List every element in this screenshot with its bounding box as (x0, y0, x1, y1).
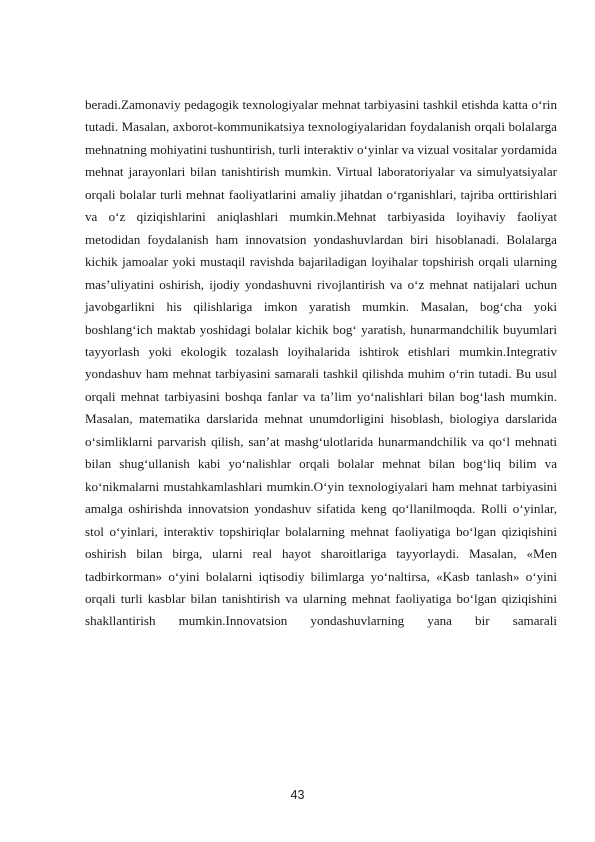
body-paragraph: beradi.Zamonaviy pedagogik texnologiyalar mehnat tarbiyasini tashkil etishda katta o‘rin tutadi. Masalan, axborot-kommunikatsiya texnologiyalaridan foydalanish orqali bolalarga mehnatning mohiyatini tushuntirish, turli interaktiv o‘yinlar va vizual vositalar yordamida mehnat jarayonlari bilan tanishtirish mumkin. Virtual laboratoriyalar va simulyatsiyalar orqali bolalar turli mehnat faoliyatlarini amaliy jihatdan o‘rganishlari, tajriba orttirishlari va o‘z qiziqishlarini aniqlashlari mumkin.Mehnat tarbiyasida loyihaviy faoliyat metodidan foydalanish ham innovatsion yondashuvlardan biri hisoblanadi. Bolalarga kichik jamoalar yoki mustaqil ravishda bajariladigan loyihalar topshirish orqali ularning mas’uliyatini oshirish, ijodiy yondashuvni rivojlantirish va o‘z mehnat natijalari uchun javobgarlikni his qilishlariga imkon yaratish mumkin. Masalan, bog‘cha yoki boshlang‘ich maktab yoshidagi bolalar kichik bog‘ yaratish, hunarmandchilik buyumlari tayyorlash yoki ekologik tozalash loyihalarida ishtirok etishlari mumkin.Integrativ yondashuv ham mehnat tarbiyasini samarali tashkil qilishda muhim o‘rin tutadi. Bu usul orqali mehnat tarbiyasini boshqa fanlar va ta’lim yo‘nalishlari bilan bog‘lash mumkin. Masalan, matematika darslarida mehnat unumdorligini hisoblash, biologiya darslarida o‘simliklarni parvarish qilish, san’at mashg‘ulotlarida hunarmandchilik va qo‘l mehnati bilan shug‘ullanish kabi yo‘nalishlar orqali bolalar mehnat bilan bog‘liq bilim va ko‘nikmalarni mustahkamlashlari mumkin.O‘yin texnologiyalari ham mehnat tarbiyasini amalga oshirishda innovatsion yondashuv sifatida keng qo‘llanilmoqda. Rolli o‘yinlar, stol o‘yinlari, interaktiv topshiriqlar bolalarning mehnat faoliyatiga bo‘lgan qiziqishini oshirish bilan birga, ularni real hayot sharoitlariga tayyorlaydi. Masalan, «Men tadbirkorman» o‘yini bolalarni iqtisodiy bilimlarga yo‘naltirsa, «Kasb tanlash» o‘yini orqali turli kasblar bilan tanishtirish va ularning mehnat faoliyatiga bo‘lgan qiziqishini shakllantirish mumkin.Innovatsion yondashuvlarning yana bir samarali (85, 97, 558, 629)
page-number: 43 (290, 788, 305, 802)
